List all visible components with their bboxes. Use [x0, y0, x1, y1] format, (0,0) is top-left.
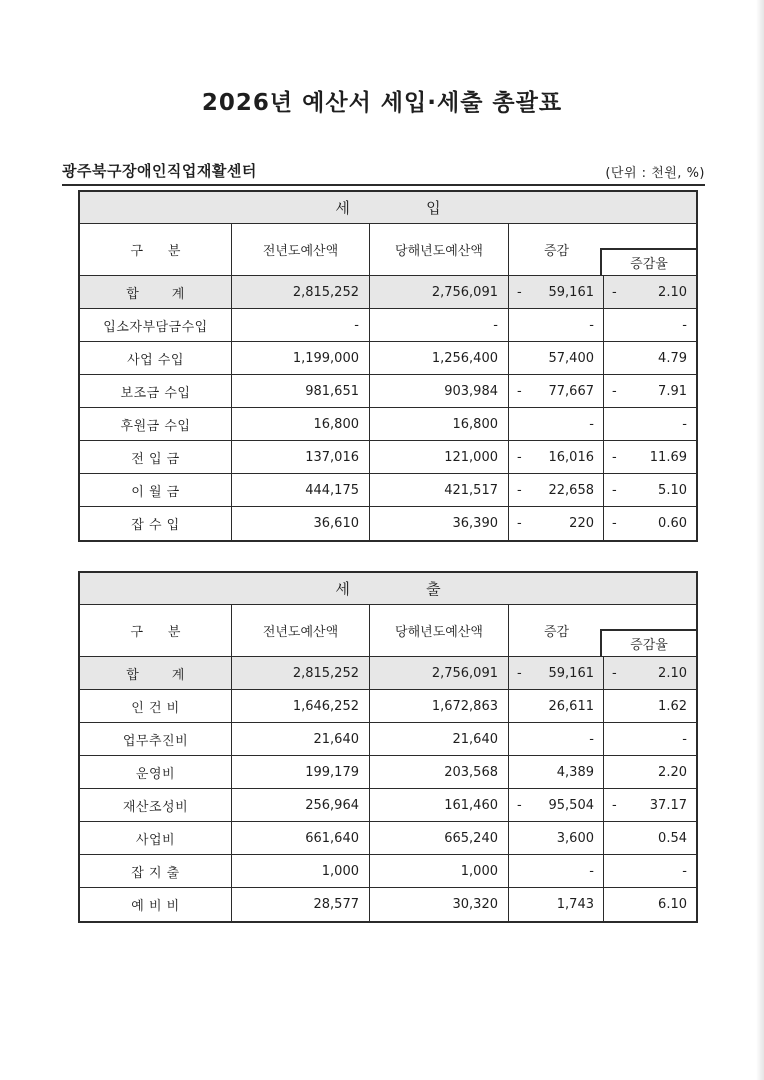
minus-sign: -: [612, 284, 617, 300]
change-rate-value-number: -: [682, 317, 687, 333]
change-value: [509, 507, 604, 540]
prev-year-value: 137,016: [232, 441, 370, 473]
prev-year-value: 21,640: [232, 723, 370, 755]
minus-sign: -: [517, 482, 522, 498]
table-row: [80, 276, 696, 309]
col-header-category: 구 분: [80, 224, 232, 275]
curr-year-value: 21,640: [370, 723, 509, 755]
change-rate-value-number: 2.20: [658, 764, 687, 780]
prev-year-value: 444,175: [232, 474, 370, 506]
col-header-change-group: [509, 224, 696, 275]
change-value: [509, 375, 604, 407]
minus-sign: -: [517, 284, 522, 300]
col-header-change-rate: 증감율: [600, 629, 696, 656]
change-rate-value-number: 0.54: [658, 830, 687, 846]
minus-sign: -: [517, 516, 522, 531]
row-label: 운영비: [80, 756, 232, 788]
row-label: 후원금 수입: [80, 408, 232, 440]
minus-sign: -: [612, 449, 617, 465]
change-rate-value: [604, 441, 696, 473]
change-rate-value: [604, 474, 696, 506]
change-value-number: 220: [569, 516, 594, 531]
change-rate-value-number: 11.69: [649, 449, 687, 465]
change-value-number: 4,389: [556, 764, 594, 780]
expenditure-table-body: [80, 657, 696, 921]
page-title: 2026년 예산서 세입·세출 총괄표: [201, 90, 563, 116]
table-row: [80, 756, 696, 789]
col-header-prev-year: 전년도예산액: [232, 224, 370, 275]
change-value: [509, 855, 604, 887]
table-row: [80, 474, 696, 507]
row-label: 사업 수입: [80, 342, 232, 374]
change-value: [509, 441, 604, 473]
curr-year-value: 203,568: [370, 756, 509, 788]
change-value: [509, 888, 604, 921]
org-name: 광주북구장애인직업재활센터: [62, 162, 257, 180]
curr-year-value: 2,756,091: [370, 657, 509, 689]
change-value: [509, 756, 604, 788]
row-label: 잡 지 출: [80, 855, 232, 887]
table-row: [80, 822, 696, 855]
change-rate-value: [604, 657, 696, 689]
expenditure-table: [78, 571, 698, 923]
prev-year-value: 28,577: [232, 888, 370, 921]
change-rate-value: [604, 375, 696, 407]
prev-year-value: 199,179: [232, 756, 370, 788]
change-value-number: 1,743: [556, 897, 594, 912]
change-rate-value-number: 1.62: [658, 698, 687, 714]
row-label: 잡 수 입: [80, 507, 232, 540]
change-value-number: 57,400: [548, 350, 594, 366]
change-rate-value: [604, 756, 696, 788]
change-value: [509, 342, 604, 374]
expenditure-table-header: [80, 605, 696, 657]
change-value: [509, 276, 604, 308]
curr-year-value: 1,256,400: [370, 342, 509, 374]
col-header-change-rate: 증감율: [600, 248, 696, 275]
minus-sign: -: [517, 449, 522, 465]
revenue-table-header: [80, 224, 696, 276]
prev-year-value: 1,000: [232, 855, 370, 887]
change-rate-value: [604, 276, 696, 308]
prev-year-value: -: [232, 309, 370, 341]
minus-sign: -: [612, 797, 617, 813]
change-value-number: 59,161: [548, 284, 594, 300]
change-value-number: 77,667: [548, 383, 594, 399]
table-row: [80, 888, 696, 921]
row-label: 예 비 비: [80, 888, 232, 921]
change-value: [509, 408, 604, 440]
minus-sign: -: [612, 383, 617, 399]
col-header-category: 구 분: [80, 605, 232, 656]
change-rate-value: [604, 309, 696, 341]
change-value: [509, 657, 604, 689]
change-value-number: 3,600: [556, 830, 594, 846]
expenditure-band-label: 세 출: [80, 573, 696, 605]
change-value-number: -: [589, 731, 594, 747]
revenue-band-label: 세 입: [80, 192, 696, 224]
change-rate-value-number: 2.10: [658, 665, 687, 681]
change-rate-value-number: -: [682, 416, 687, 432]
unit-note: (단위 : 천원, %): [605, 166, 705, 181]
change-rate-value-number: 2.10: [658, 284, 687, 300]
change-value-number: -: [589, 863, 594, 879]
row-label: 사업비: [80, 822, 232, 854]
change-rate-value-number: 4.79: [658, 350, 687, 366]
curr-year-value: -: [370, 309, 509, 341]
col-header-prev-year: 전년도예산액: [232, 605, 370, 656]
table-row: [80, 408, 696, 441]
table-row: [80, 507, 696, 540]
prev-year-value: 256,964: [232, 789, 370, 821]
table-row: [80, 441, 696, 474]
change-value: [509, 789, 604, 821]
col-header-change-group: [509, 605, 696, 656]
row-label: 업무추진비: [80, 723, 232, 755]
curr-year-value: 1,672,863: [370, 690, 509, 722]
row-label: 이 월 금: [80, 474, 232, 506]
change-rate-value: [604, 408, 696, 440]
change-value: [509, 474, 604, 506]
prev-year-value: 1,646,252: [232, 690, 370, 722]
curr-year-value: 36,390: [370, 507, 509, 540]
table-row: [80, 309, 696, 342]
col-header-curr-year: 당해년도예산액: [370, 605, 509, 656]
curr-year-value: 903,984: [370, 375, 509, 407]
change-rate-value-number: -: [682, 731, 687, 747]
curr-year-value: 121,000: [370, 441, 509, 473]
prev-year-value: 1,199,000: [232, 342, 370, 374]
prev-year-value: 36,610: [232, 507, 370, 540]
row-label: 합 계: [80, 657, 232, 689]
change-rate-value-number: 6.10: [658, 897, 687, 912]
change-rate-value-number: 0.60: [658, 516, 687, 531]
change-value-number: -: [589, 317, 594, 333]
change-value-number: 59,161: [548, 665, 594, 681]
minus-sign: -: [612, 482, 617, 498]
prev-year-value: 981,651: [232, 375, 370, 407]
curr-year-value: 665,240: [370, 822, 509, 854]
row-label: 전 입 금: [80, 441, 232, 473]
table-row: [80, 375, 696, 408]
table-row: [80, 723, 696, 756]
table-row: [80, 342, 696, 375]
change-rate-value: [604, 822, 696, 854]
revenue-table: [78, 190, 698, 542]
row-label: 합 계: [80, 276, 232, 308]
table-row: [80, 855, 696, 888]
minus-sign: -: [517, 665, 522, 681]
table-row: [80, 657, 696, 690]
change-rate-value: [604, 507, 696, 540]
col-header-change: 증감: [543, 244, 570, 259]
prev-year-value: 2,815,252: [232, 657, 370, 689]
minus-sign: -: [517, 797, 522, 813]
change-value-number: 16,016: [548, 449, 594, 465]
change-rate-value: [604, 789, 696, 821]
change-value: [509, 690, 604, 722]
change-rate-value-number: -: [682, 863, 687, 879]
prev-year-value: 2,815,252: [232, 276, 370, 308]
curr-year-value: 421,517: [370, 474, 509, 506]
revenue-table-body: [80, 276, 696, 540]
curr-year-value: 2,756,091: [370, 276, 509, 308]
table-row: [80, 789, 696, 822]
change-rate-value-number: 7.91: [658, 383, 687, 399]
change-value-number: -: [589, 416, 594, 432]
change-rate-value: [604, 690, 696, 722]
row-label: 입소자부담금수입: [80, 309, 232, 341]
prev-year-value: 661,640: [232, 822, 370, 854]
row-label: 재산조성비: [80, 789, 232, 821]
change-value-number: 95,504: [548, 797, 594, 813]
col-header-curr-year: 당해년도예산액: [370, 224, 509, 275]
table-row: [80, 690, 696, 723]
curr-year-value: 30,320: [370, 888, 509, 921]
change-rate-value: [604, 342, 696, 374]
change-value-number: 22,658: [548, 482, 594, 498]
change-value: [509, 723, 604, 755]
minus-sign: -: [517, 383, 522, 399]
change-rate-value-number: 5.10: [658, 482, 687, 498]
row-label: 보조금 수입: [80, 375, 232, 407]
col-header-change: 증감: [543, 625, 570, 640]
change-rate-value: [604, 855, 696, 887]
minus-sign: -: [612, 516, 617, 531]
change-rate-value: [604, 888, 696, 921]
change-value: [509, 822, 604, 854]
subheader-rule: [62, 160, 705, 186]
curr-year-value: 16,800: [370, 408, 509, 440]
prev-year-value: 16,800: [232, 408, 370, 440]
change-value-number: 26,611: [548, 698, 594, 714]
change-value: [509, 309, 604, 341]
minus-sign: -: [612, 665, 617, 681]
curr-year-value: 161,460: [370, 789, 509, 821]
row-label: 인 건 비: [80, 690, 232, 722]
change-rate-value: [604, 723, 696, 755]
change-rate-value-number: 37.17: [649, 797, 687, 813]
curr-year-value: 1,000: [370, 855, 509, 887]
